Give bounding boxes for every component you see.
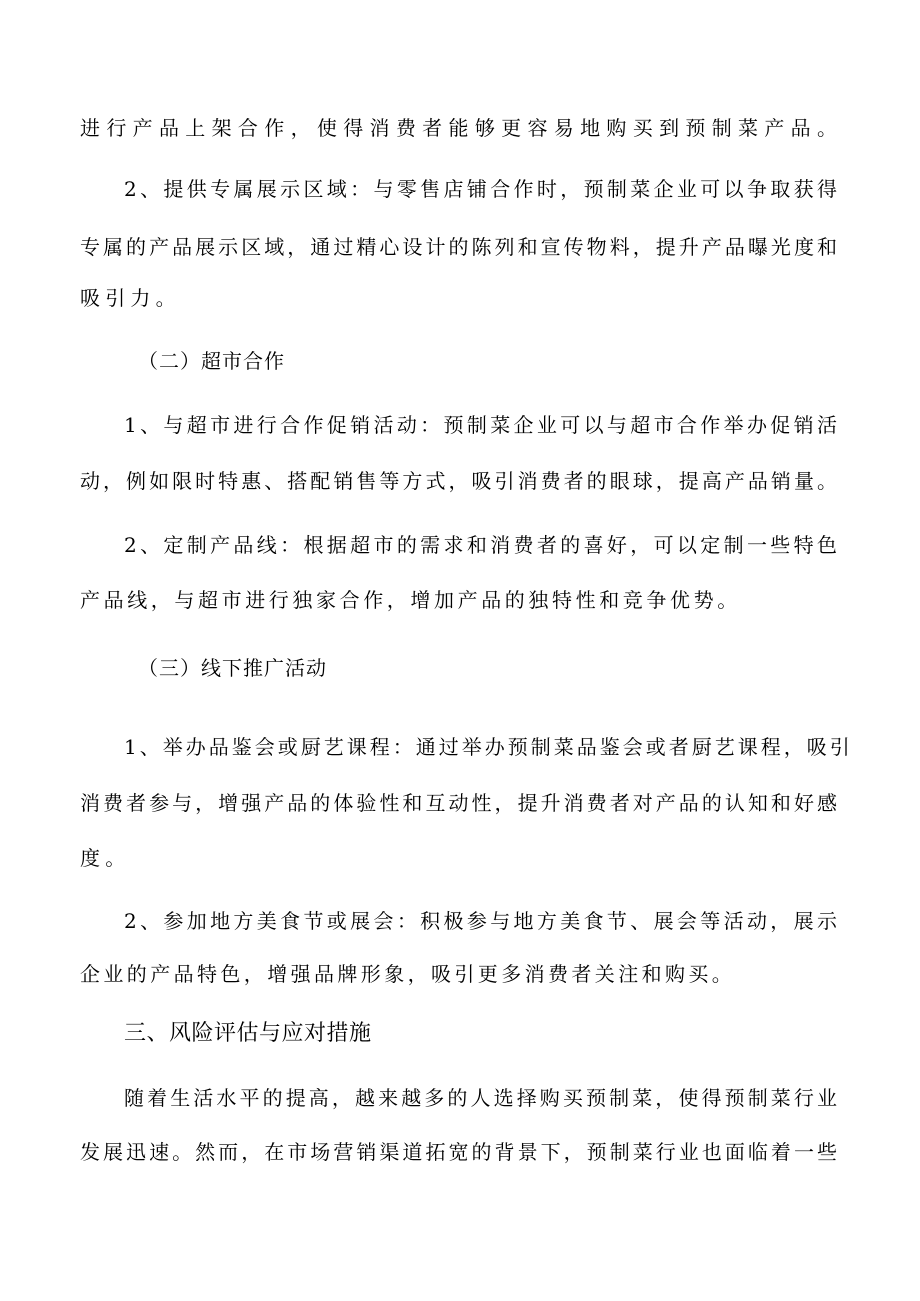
list-item-line: 2、定制产品线：根据超市的需求和消费者的喜好，可以定制一些特色 xyxy=(124,533,840,557)
paragraph-line: 动，例如限时特惠、搭配销售等方式，吸引消费者的眼球，提高产品销量。 xyxy=(80,469,840,493)
paragraph-line: 进行产品上架合作，使得消费者能够更容易地购买到预制菜产品。 xyxy=(80,116,840,140)
paragraph-line: 企业的产品特色，增强品牌形象，吸引更多消费者关注和购买。 xyxy=(80,962,736,986)
paragraph-line: 发展迅速。然而，在市场营销渠道拓宽的背景下，预制菜行业也面临着一些 xyxy=(80,1140,840,1164)
list-item-line: 1、与超市进行合作促销活动：预制菜企业可以与超市合作举办促销活 xyxy=(124,413,840,437)
paragraph-line: 产品线，与超市进行独家合作，增加产品的独特性和竞争优势。 xyxy=(80,588,741,612)
paragraph-line: 消费者参与，增强产品的体验性和互动性，提升消费者对产品的认知和好感 xyxy=(80,791,840,815)
list-item-line: 2、提供专属展示区域：与零售店铺合作时，预制菜企业可以争取获得 xyxy=(124,177,840,201)
section-heading: （三）线下推广活动 xyxy=(138,656,327,680)
list-item-line: 2、参加地方美食节或展会：积极参与地方美食节、展会等活动，展示 xyxy=(124,909,840,933)
list-item-line: 1、举办品鉴会或厨艺课程：通过举办预制菜品鉴会或者厨艺课程，吸引 xyxy=(124,735,853,759)
paragraph-line: 度。 xyxy=(80,846,131,870)
paragraph-line: 吸引力。 xyxy=(80,286,181,310)
paragraph-line: 随着生活水平的提高，越来越多的人选择购买预制菜，使得预制菜行业 xyxy=(124,1086,840,1110)
paragraph-line: 专属的产品展示区域，通过精心设计的陈列和宣传物料，提升产品曝光度和 xyxy=(80,235,840,259)
section-heading: （二）超市合作 xyxy=(138,349,285,373)
chapter-heading: 三、风险评估与应对措施 xyxy=(124,1021,372,1046)
